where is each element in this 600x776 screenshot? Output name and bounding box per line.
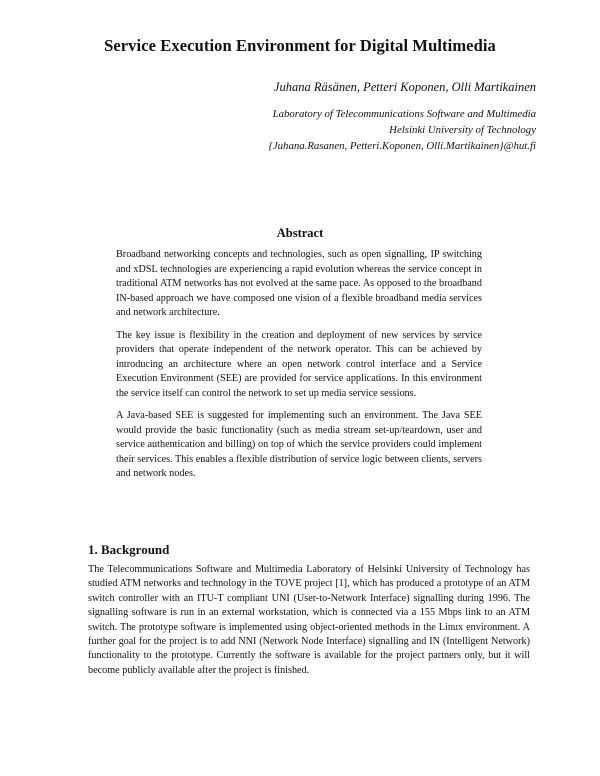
abstract-paragraph: A Java-based SEE is suggested for implementing such an environment. The Java SEE would provide the basic functionality (such as media stream set-up/teardown, user and service authentication and billing) on top of which the service providers could implement their services. This enables a flexible distribution of service logic between clients, servers and network nodes. (116, 410, 482, 479)
section-heading-background: 1. Background (88, 542, 170, 557)
paper-title: Service Execution Environment for Digital Multimedia (104, 36, 496, 55)
section-body-background: The Telecommunications Software and Multimedia Laboratory of Helsinki University of Technology has studied ATM networks and technology in the TOVE project [1], which has produced a prototype of an ATM switch controller with an ITU-T compliant UNI (User-to-Network Interface) signalling during 1996. The signalling software is run in an external workstation, which is connected via a 155 Mbps link to an ATM switch. The prototype software is implemented using object-oriented methods in the Linux environment. A further goal for the project is to add NNI (Network Node Interface) signalling and IN (Intelligent Network) functionality to the prototype. Currently the software is available for the project partners only, but it will become publicly available after the project is finished. (88, 564, 530, 676)
affiliation-lab: Laboratory of Telecommunications Software and Multimedia (272, 108, 536, 120)
author-emails: {Juhana.Rasanen, Petteri.Koponen, Olli.Martikainen}@hut.fi (268, 140, 536, 152)
author-list: Juhana Räsänen, Petteri Koponen, Olli Martikainen (273, 80, 536, 94)
abstract-body (116, 248, 482, 490)
abstract-heading: Abstract (276, 226, 324, 240)
affiliation-university: Helsinki University of Technology (389, 124, 536, 136)
affiliation-block (269, 106, 536, 154)
abstract-paragraph: The key issue is flexibility in the creation and deployment of new services by service providers that operate independent of the network operator. This can be achieved by introducing an architecture where an open network control interface and a Service Execution Environment (SEE) are provided for service applications. In this environment the service itself can control the network to set up media service sessions. (116, 329, 482, 399)
abstract-paragraph: Broadband networking concepts and technologies, such as open signalling, IP switching and xDSL technologies are experiencing a rapid evolution whereas the service concept in traditional ATM networks has not evolved at the same pace. As opposed to the broadband IN-based approach we have composed one vision of a flexible broadband media services and network architecture. (116, 249, 482, 318)
